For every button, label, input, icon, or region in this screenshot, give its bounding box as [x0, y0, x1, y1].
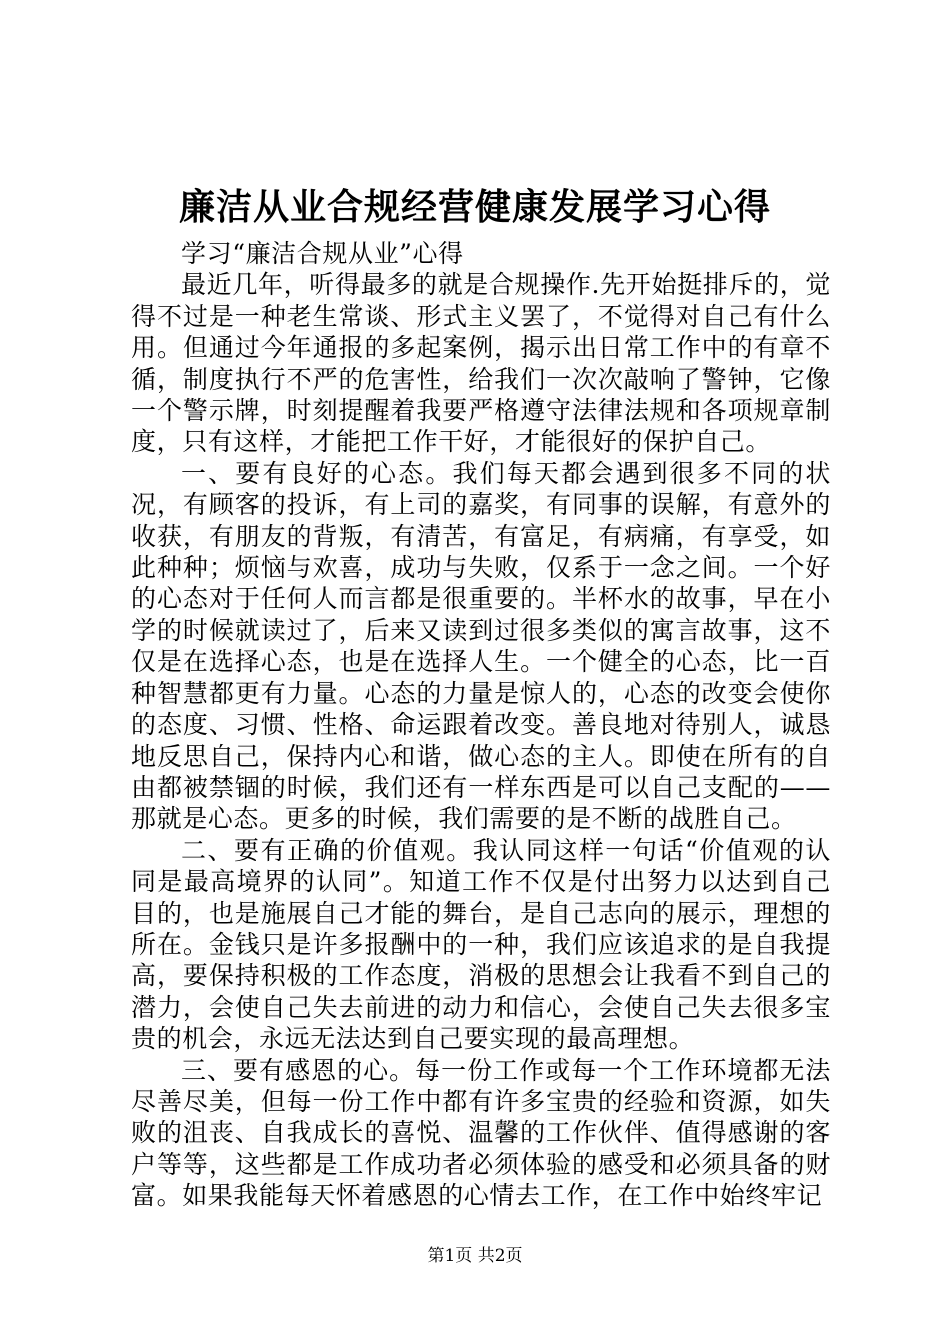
- document-title: 廉洁从业合规经营健康发展学习心得: [178, 186, 771, 228]
- subtitle-paragraph: 学习“廉洁合规从业”心得: [181, 239, 464, 268]
- intro-paragraph: 最近几年，听得最多的就是合规操作.先开始挺排斥的，觉得不过是一种老生常谈、形式主义罢了，不觉得对自己有什么用。但通过今年通报的多起案例，揭示出日常工作中的有章不循，制度执行不严的危害性，给我们一次次敲响了警钟，它像一个警示牌，时刻提醒着我要严格遵守法律法规和各项规章制度，只有这样，才能把工作干好，才能很好的保护自己。: [131, 270, 831, 457]
- page-number-footer: 第1页 共2页: [427, 1246, 523, 1266]
- section-one-paragraph: 一、要有良好的心态。我们每天都会遇到很多不同的状况，有顾客的投诉，有上司的嘉奖，有同事的误解，有意外的收获，有朋友的背叛，有清苦，有富足，有病痛，有享受，如此种种；烦恼与欢喜，成功与失败，仅系于一念之间。一个好的心态对于任何人而言都是很重要的。半杯水的故事，早在小学的时候就读过了，后来又读到过很多类似的寓言故事，这不仅是在选择心态，也是在选择人生。一个健全的心态，比一百种智慧都更有力量。心态的力量是惊人的，心态的改变会使你的态度、习惯、性格、命运跟着改变。善良地对待别人，诚恳地反思自己，保持内心和谐，做心态的主人。即使在所有的自由都被禁锢的时候，我们还有一样东西是可以自己支配的——那就是心态。更多的时候，我们需要的是不断的战胜自己。: [131, 458, 831, 834]
- section-two-paragraph: 二、要有正确的价值观。我认同这样一句话“价值观的认同是最高境界的认同”。知道工作不仅是付出努力以达到自己目的，也是施展自己才能的舞台，是自己志向的展示，理想的所在。金钱只是许多报酬中的一种，我们应该追求的是自我提高，要保持积极的工作态度，消极的思想会让我看不到自己的潜力，会使自己失去前进的动力和信心，会使自己失去很多宝贵的机会，永远无法达到自己要实现的最高理想。: [131, 835, 831, 1054]
- section-three-paragraph: 三、要有感恩的心。每一份工作或每一个工作环境都无法尽善尽美，但每一份工作中都有许多宝贵的经验和资源，如失败的沮丧、自我成长的喜悦、温馨的工作伙伴、值得感谢的客户等等，这些都是工作成功者必须体验的感受和必须具备的财富。如果我能每天怀着感恩的心情去工作，在工作中始终牢记: [131, 1055, 831, 1211]
- document-body: [131, 238, 831, 1212]
